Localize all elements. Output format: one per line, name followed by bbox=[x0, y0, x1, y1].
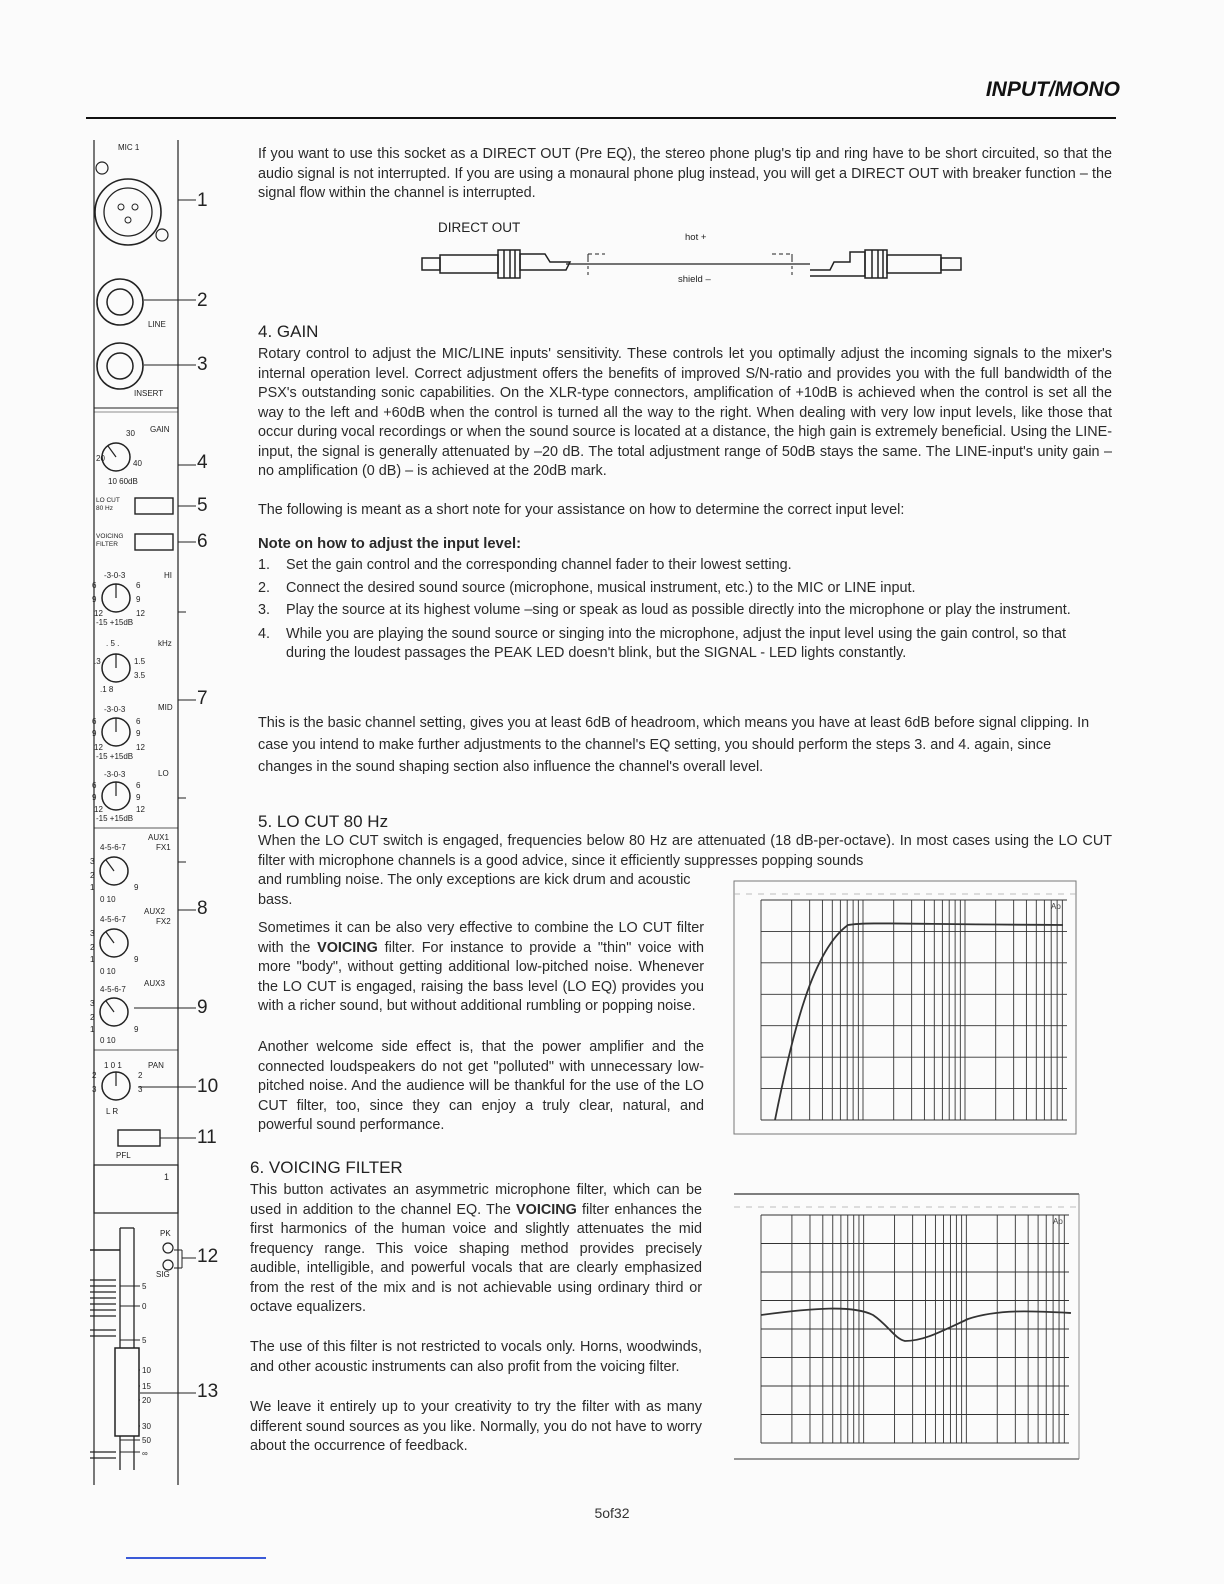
fader-scale-mark: 10 bbox=[142, 1366, 151, 1375]
callout-1: 1 bbox=[197, 190, 208, 211]
svg-text:6: 6 bbox=[136, 717, 141, 726]
svg-text:.3: .3 bbox=[94, 657, 101, 666]
svg-text:1: 1 bbox=[90, 883, 95, 892]
note-step: 4. While you are playing the sound source or singing into the microphone, adjust the input level using the gain control, so that during the loudest passages the PEAK LED doesn't blink, but the SIGNAL - LED lights constantly. bbox=[258, 625, 1066, 661]
svg-text:3: 3 bbox=[138, 1085, 143, 1094]
svg-text:6: 6 bbox=[136, 781, 141, 790]
channel-number: 1 bbox=[164, 1172, 170, 1182]
note-steps bbox=[258, 556, 1108, 664]
voicing-response-graph bbox=[733, 1193, 1081, 1461]
svg-text:-15 +15dB: -15 +15dB bbox=[96, 814, 134, 823]
plug-tip-icon bbox=[941, 258, 961, 270]
sig-label: SIG bbox=[156, 1270, 170, 1279]
gain-body: Rotary control to adjust the MIC/LINE inputs' sensitivity. These controls let you optimally adjust the incoming signals to the mixer's internal operation level. Correct adjustment offers the benefits of improved S/N-ratio and provides you with the full bandwidth of the PSX's outstanding sonic capabilities. On the XLR-type connectors, amplification of +10dB is achieved when the control is set all the way to the left and +60dB when the control is turned all the way to the right. When dealing with very low input levels, like those that occur during vocal recordings or when the sound source is located at a distance, the high gain is extremely beneficial. Using the LINE-input, the signal is generally attenuated by –20 dB. The total adjustment range of 50dB stays the same. The LINE-input's unity gain – no amplification (0 dB) – is achieved at the 20dB mark. bbox=[258, 346, 1112, 479]
locut-body-cont: and rumbling noise. The only exceptions are kick drum and acoustic bass. bbox=[258, 872, 691, 908]
line-jack[interactable] bbox=[107, 289, 133, 315]
svg-text:12: 12 bbox=[136, 743, 145, 752]
xlr-socket-outer bbox=[95, 179, 161, 245]
note-heading: Note on how to adjust the input level: bbox=[258, 536, 522, 552]
svg-text:9: 9 bbox=[136, 729, 141, 738]
xlr-socket-inner[interactable] bbox=[104, 188, 152, 236]
callout-11: 11 bbox=[197, 1127, 217, 1148]
svg-text:9: 9 bbox=[134, 1025, 139, 1034]
screw-icon bbox=[96, 162, 108, 174]
svg-text:9: 9 bbox=[134, 883, 139, 892]
locut-label: LO CUT bbox=[96, 497, 120, 504]
voicing-label: VOICING bbox=[96, 533, 124, 540]
fader-scale-mark: ∞ bbox=[142, 1449, 148, 1458]
callout-13: 13 bbox=[197, 1381, 219, 1402]
voicing-switch[interactable] bbox=[135, 534, 173, 550]
header-rule bbox=[86, 117, 1116, 119]
callout-6: 6 bbox=[197, 531, 208, 552]
svg-text:1.5: 1.5 bbox=[134, 657, 146, 666]
aux3-label: AUX3 bbox=[144, 979, 165, 988]
xlr-pin bbox=[125, 217, 131, 223]
locut-paragraph-3: Another welcome side effect is, that the power amplifier and the connected loudspeakers do not get "polluted" with unnecessary low-pitched noise. And the audience will be thankful for the use of the LO CUT filter, too, since they can enjoy a truly clear, natural, and powerful sound performance. bbox=[258, 1039, 704, 1133]
mic-label: MIC 1 bbox=[118, 143, 140, 152]
fader-scale-mark: 30 bbox=[142, 1422, 151, 1431]
svg-text:30: 30 bbox=[126, 429, 135, 438]
svg-text:12: 12 bbox=[136, 805, 145, 814]
page-title: INPUT/MONO bbox=[985, 78, 1120, 101]
svg-text:L R: L R bbox=[106, 1107, 119, 1116]
svg-text:.1 8: .1 8 bbox=[100, 685, 114, 694]
fader-scale-mark: 0 bbox=[142, 1302, 147, 1311]
fx2-label: FX2 bbox=[156, 917, 171, 926]
svg-text:3.5: 3.5 bbox=[134, 671, 146, 680]
svg-text:12: 12 bbox=[94, 805, 103, 814]
callout-4: 4 bbox=[197, 452, 208, 473]
gain-following: The following is meant as a short note for your assistance on how to determine the correct input level: bbox=[258, 502, 905, 518]
svg-text:6: 6 bbox=[92, 781, 97, 790]
pfl-label: PFL bbox=[116, 1151, 131, 1160]
note-step: 2. Connect the desired sound source (microphone, musical instrument, etc.) to the MIC or LINE input. bbox=[258, 579, 916, 596]
svg-text:6: 6 bbox=[136, 581, 141, 590]
svg-text:2: 2 bbox=[92, 1071, 97, 1080]
intro-paragraph: If you want to use this socket as a DIRECT OUT (Pre EQ), the stereo phone plug's tip and ring have to be short circuited, so that the audio signal is not interrupted. If you are using a monaural phone plug instead, you will get a DIRECT OUT with breaker function – the signal flow within the channel is interrupted. bbox=[258, 146, 1112, 201]
svg-text:12: 12 bbox=[94, 609, 103, 618]
plug-tip-icon bbox=[422, 258, 440, 270]
channel-fader-knob[interactable] bbox=[115, 1348, 139, 1436]
svg-text:40: 40 bbox=[133, 459, 142, 468]
svg-text:-3-0-3: -3-0-3 bbox=[104, 705, 126, 714]
bottom-rule bbox=[126, 1557, 266, 1559]
svg-text:9: 9 bbox=[92, 595, 97, 604]
svg-text:9: 9 bbox=[134, 955, 139, 964]
svg-text:2: 2 bbox=[90, 871, 95, 880]
hi-eq-label: HI bbox=[164, 571, 172, 580]
callout-7: 7 bbox=[197, 688, 208, 709]
svg-text:10 60dB: 10 60dB bbox=[108, 477, 138, 486]
voicing-paragraph-3: We leave it entirely up to your creativity to try the filter with as many different sound sources as you like. Normally, you do not have to worry about the occurrence of feedback. bbox=[250, 1399, 702, 1454]
locut-curve bbox=[775, 923, 1063, 1120]
svg-text:2: 2 bbox=[90, 943, 95, 952]
locut-heading: 5. LO CUT 80 Hz bbox=[258, 812, 389, 831]
direct-out-label: DIRECT OUT bbox=[438, 220, 521, 235]
lo-eq-label: LO bbox=[158, 769, 169, 778]
pk-label: PK bbox=[160, 1229, 171, 1238]
svg-text:3: 3 bbox=[92, 1085, 97, 1094]
svg-text:6: 6 bbox=[92, 581, 97, 590]
insert-jack[interactable] bbox=[107, 353, 133, 379]
fader-scale-mark: 20 bbox=[142, 1396, 151, 1405]
page-number: 5of32 bbox=[594, 1505, 630, 1521]
voicing-curve bbox=[761, 1309, 1071, 1341]
hot-label: hot + bbox=[685, 232, 707, 243]
callout-12: 12 bbox=[197, 1246, 219, 1267]
svg-text:4-5-6-7: 4-5-6-7 bbox=[100, 843, 126, 852]
locut-response-graph bbox=[733, 880, 1078, 1135]
peak-led bbox=[163, 1243, 173, 1253]
svg-text:20: 20 bbox=[96, 454, 105, 463]
filter-label: FILTER bbox=[96, 541, 118, 548]
aux1-label: AUX1 bbox=[148, 833, 169, 842]
signal-led bbox=[163, 1260, 173, 1270]
voicing-paragraph-2: The use of this filter is not restricted to vocals only. Horns, woodwinds, and other acoustic instruments can also profit from the voicing filter. bbox=[250, 1339, 702, 1375]
mid-eq-label: MID bbox=[158, 703, 173, 712]
xlr-pin bbox=[132, 204, 138, 210]
graph-label: Ap bbox=[1053, 1217, 1063, 1226]
graph-grid bbox=[761, 900, 1067, 1120]
svg-text:12: 12 bbox=[136, 609, 145, 618]
svg-text:2: 2 bbox=[138, 1071, 143, 1080]
note-step: 1. Set the gain control and the corresponding channel fader to their lowest setting. bbox=[258, 557, 792, 573]
svg-text:1: 1 bbox=[90, 955, 95, 964]
svg-text:0 10: 0 10 bbox=[100, 1036, 116, 1045]
locut-switch[interactable] bbox=[135, 498, 173, 514]
note-summary: This is the basic channel setting, gives you at least 6dB of headroom, which means you have at least 6dB before signal clipping. In case you intend to make further adjustments to the channel's EQ setting, you should perform the steps 3. and 4. again, since changes in the sound shaping section also influence the channel's overall level. bbox=[258, 715, 1090, 775]
locut-body: When the LO CUT switch is engaged, frequencies below 80 Hz are attenuated (18 dB-per-octave). In most cases using the LO CUT filter with microphone channels is a good advice, since it efficiently suppresses popping sounds bbox=[258, 833, 1112, 869]
voicing-heading: 6. VOICING FILTER bbox=[250, 1158, 403, 1177]
svg-text:9: 9 bbox=[92, 793, 97, 802]
callout-5: 5 bbox=[197, 495, 208, 516]
screw-icon bbox=[156, 229, 168, 241]
line-label: LINE bbox=[148, 320, 166, 329]
svg-text:-15 +15dB: -15 +15dB bbox=[96, 752, 134, 761]
callout-9: 9 bbox=[197, 997, 208, 1018]
locut-paragraph-2: Sometimes it can be also very effective to combine the LO CUT filter with the VOICING filter. For instance to provide a "thin" voice with more "body", without getting additional low-pitched noise. Whenever the LO CUT is engaged, raising the bass level (LO EQ) provides you with a richer sound, but without additional rumbling or popping noise. bbox=[258, 920, 704, 1014]
svg-text:3: 3 bbox=[90, 999, 95, 1008]
svg-text:1 0 1: 1 0 1 bbox=[104, 1061, 122, 1070]
svg-text:1: 1 bbox=[90, 1025, 95, 1034]
note-step: 3. Play the source at its highest volume –sing or speak as loud as possible directly into the microphone or play the instrument. bbox=[258, 602, 1071, 618]
graph-label: Ap bbox=[1051, 902, 1061, 911]
pfl-button[interactable] bbox=[118, 1130, 160, 1146]
khz-label: kHz bbox=[158, 639, 172, 648]
svg-text:4-5-6-7: 4-5-6-7 bbox=[100, 985, 126, 994]
svg-text:-3-0-3: -3-0-3 bbox=[104, 770, 126, 779]
callout-10: 10 bbox=[197, 1076, 219, 1097]
svg-text:9: 9 bbox=[92, 729, 97, 738]
svg-text:4-5-6-7: 4-5-6-7 bbox=[100, 915, 126, 924]
pan-label: PAN bbox=[148, 1061, 164, 1070]
aux2-label: AUX2 bbox=[144, 907, 165, 916]
svg-text:9: 9 bbox=[136, 595, 141, 604]
svg-text:0 10: 0 10 bbox=[100, 895, 116, 904]
svg-text:9: 9 bbox=[136, 793, 141, 802]
insert-jack-outer bbox=[97, 343, 143, 389]
fader-scale-mark: 15 bbox=[142, 1382, 151, 1391]
locut-hz-label: 80 Hz bbox=[96, 505, 113, 512]
fader-scale-mark: 5 bbox=[142, 1282, 147, 1291]
svg-text:-15 +15dB: -15 +15dB bbox=[96, 618, 134, 627]
voicing-paragraph-1: This button activates an asymmetric microphone filter, which can be used in addition to the channel EQ. The VOICING filter enhances the first harmonics of the human voice and slightly attenuates the mid frequency range. This voice shaping method provides precisely audible, intelligible, and powerful vocals that are clearly emphasized from the rest of the mix and is not achievable using ordinary third or octave equalizers. bbox=[250, 1182, 702, 1315]
svg-text:3: 3 bbox=[90, 929, 95, 938]
callout-3: 3 bbox=[197, 354, 208, 375]
svg-text:3: 3 bbox=[90, 857, 95, 866]
callout-2: 2 bbox=[197, 290, 208, 311]
fx1-label: FX1 bbox=[156, 843, 171, 852]
insert-label: INSERT bbox=[134, 389, 164, 398]
svg-text:2: 2 bbox=[90, 1013, 95, 1022]
svg-text:0 10: 0 10 bbox=[100, 967, 116, 976]
xlr-pin bbox=[118, 204, 124, 210]
callout-8: 8 bbox=[197, 898, 208, 919]
svg-text:-3-0-3: -3-0-3 bbox=[104, 571, 126, 580]
cable-diagram bbox=[420, 218, 980, 293]
fader-scale-mark: 5 bbox=[142, 1336, 147, 1345]
graph-grid bbox=[761, 1215, 1069, 1443]
fader-scale-mark: 50 bbox=[142, 1436, 151, 1445]
line-jack-outer bbox=[97, 279, 143, 325]
svg-text:6: 6 bbox=[92, 717, 97, 726]
svg-text:12: 12 bbox=[94, 743, 103, 752]
shield-label: shield – bbox=[678, 274, 711, 285]
gain-label: GAIN bbox=[150, 425, 170, 434]
gain-heading: 4. GAIN bbox=[258, 322, 319, 341]
svg-text:. 5 .: . 5 . bbox=[106, 639, 120, 648]
